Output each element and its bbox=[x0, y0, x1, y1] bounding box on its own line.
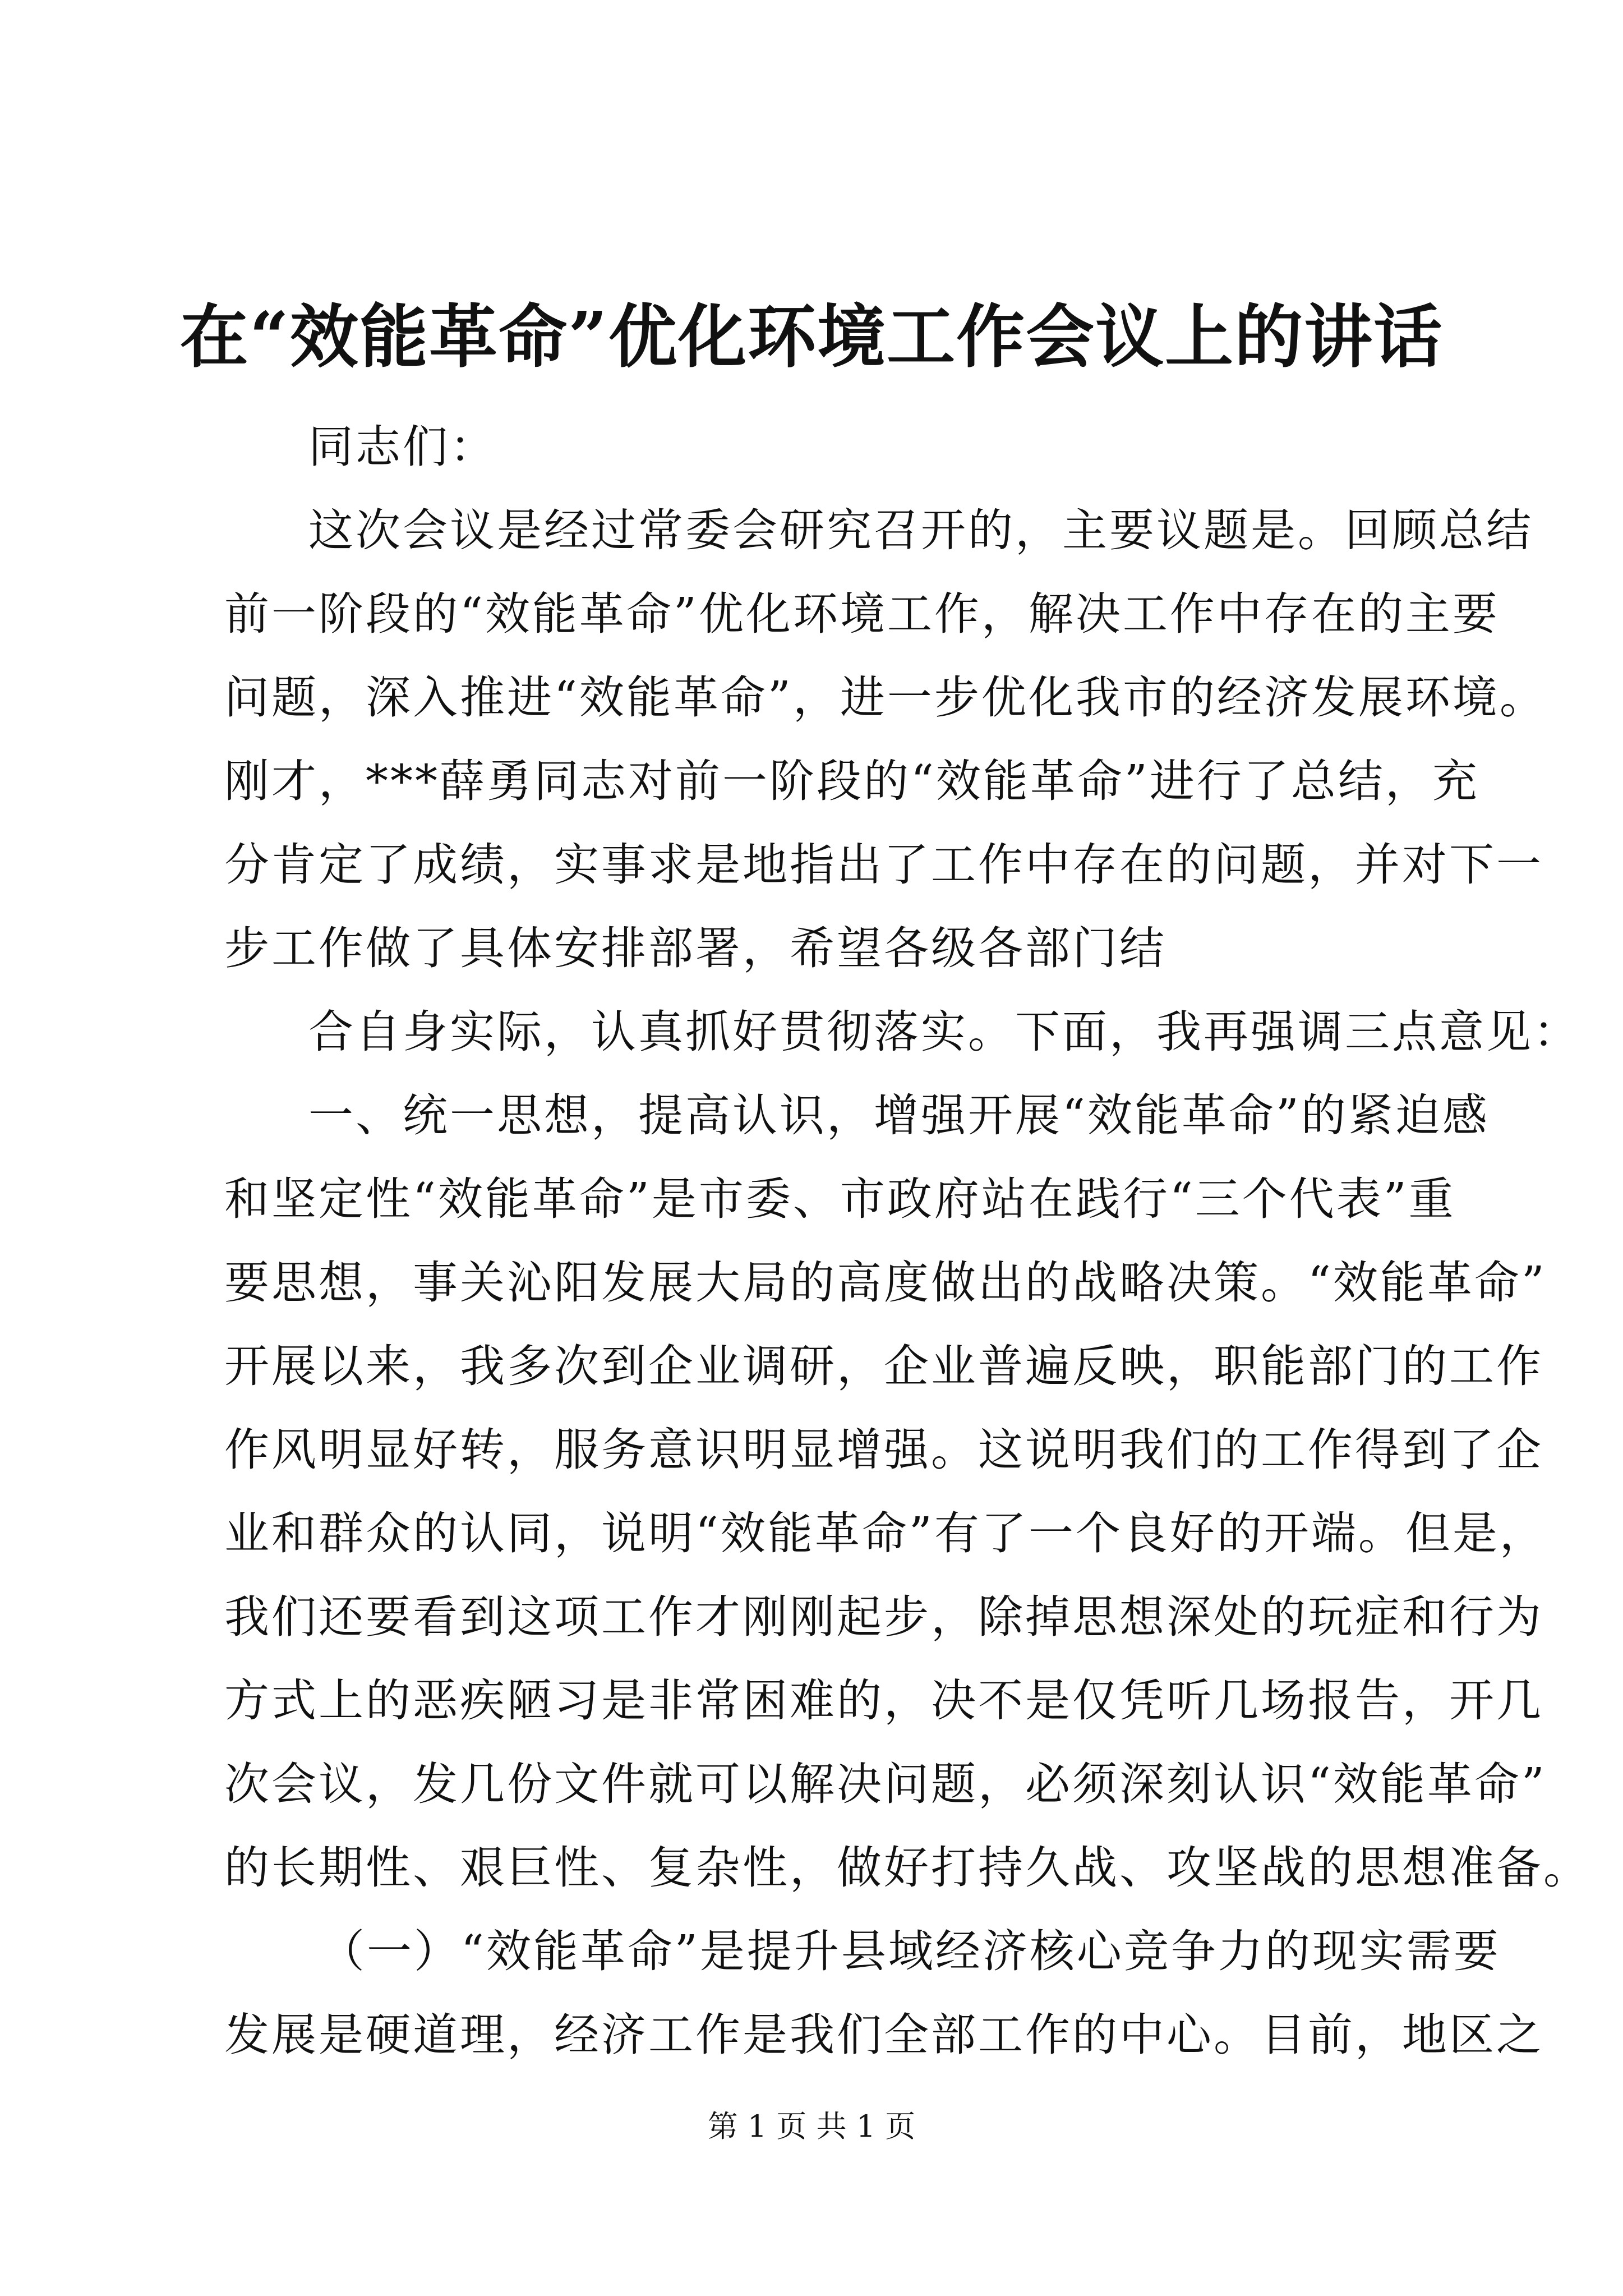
text-line: 问 题 ， 深 入 推 进 “ 效 能 革 命 ” ， 进 一 步 优 化 我 市 的 经 济 发 展 环 境 。 bbox=[224, 671, 1547, 724]
text-line: 我 们 还 要 看 到 这 项 工 作 才 刚 刚 起 步 ， 除 掉 思 想 深 处 的 玩 症 和 行 为 bbox=[224, 1591, 1543, 1643]
text-line: 要 思 想 ， 事 关 沁 阳 发 展 大 局 的 高 度 做 出 的 战 略 决 策 。 “ 效 能 革 命 ” bbox=[224, 1257, 1547, 1309]
text-line: 步工作做了具体安排部署，希望各级各部门结 bbox=[224, 922, 1166, 974]
text-line: 刚 才 ， * * * 薛 勇 同 志 对 前 一 阶 段 的 “ 效 能 革 命 ” 进 行 了 总 结 ， 充 bbox=[224, 755, 1479, 807]
text-line: 开 展 以 来 ， 我 多 次 到 企 业 调 研 ， 企 业 普 遍 反 映 ， 职 能 部 门 的 工 作 bbox=[224, 1340, 1543, 1392]
document-title: 在“效能革命”优化环境工作会议上的讲话 bbox=[179, 296, 1444, 377]
text-line: 方 式 上 的 恶 疾 陋 习 是 非 常 困 难 的 ， 决 不 是 仅 凭 听 几 场 报 告 ， 开 几 bbox=[224, 1674, 1543, 1727]
text-line: 同志们： bbox=[308, 421, 497, 473]
text-line: 业 和 群 众 的 认 同 ， 说 明 “ 效 能 革 命 ” 有 了 一 个 良 好 的 开 端 。 但 是 ， bbox=[224, 1507, 1547, 1559]
text-line: 合 自 身 实 际 ， 认 真 抓 好 贯 彻 落 实 。 下 面 ， 我 再 强 调 三 点 意 见 ： bbox=[308, 1006, 1580, 1058]
text-line: 前 一 阶 段 的 “ 效 能 革 命 ” 优 化 环 境 工 作 ， 解 决 工 作 中 存 在 的 主 要 bbox=[224, 588, 1500, 640]
page-footer: 第 1 页 共 1 页 bbox=[707, 2109, 916, 2144]
text-line: 作 风 明 显 好 转 ， 服 务 意 识 明 显 增 强 。 这 说 明 我 们 的 工 作 得 到 了 企 bbox=[224, 1424, 1543, 1476]
text-line: 和 坚 定 性 “ 效 能 革 命 ” 是 市 委 、 市 政 府 站 在 践 行 “ 三 个 代 表 ” 重 bbox=[224, 1173, 1456, 1225]
text-line: 的 长 期 性 、 艰 巨 性 、 复 杂 性 ， 做 好 打 持 久 战 、 攻 坚 战 的 思 想 准 备 。 bbox=[224, 1842, 1590, 1894]
text-line: 次 会 议 ， 发 几 份 文 件 就 可 以 解 决 问 题 ， 必 须 深 刻 认 识 “ 效 能 革 命 ” bbox=[224, 1758, 1547, 1810]
text-line: （ 一 ） “ 效 能 革 命 ” 是 提 升 县 域 经 济 核 心 竞 争 力 的 现 实 需 要 bbox=[320, 1925, 1501, 1977]
document-body bbox=[224, 405, 1590, 2077]
text-line: 分 肯 定 了 成 绩 ， 实 事 求 是 地 指 出 了 工 作 中 存 在 的 问 题 ， 并 对 下 一 bbox=[224, 839, 1543, 891]
text-line: 发 展 是 硬 道 理 ， 经 济 工 作 是 我 们 全 部 工 作 的 中 心 。 目 前 ， 地 区 之 bbox=[224, 2009, 1543, 2061]
text-line: 一 、 统 一 思 想 ， 提 高 认 识 ， 增 强 开 展 “ 效 能 革 命 ” 的 紧 迫 感 bbox=[308, 1089, 1490, 1142]
text-line: 这 次 会 议 是 经 过 常 委 会 研 究 召 开 的 ， 主 要 议 题 是 。 回 顾 总 结 bbox=[308, 504, 1533, 556]
